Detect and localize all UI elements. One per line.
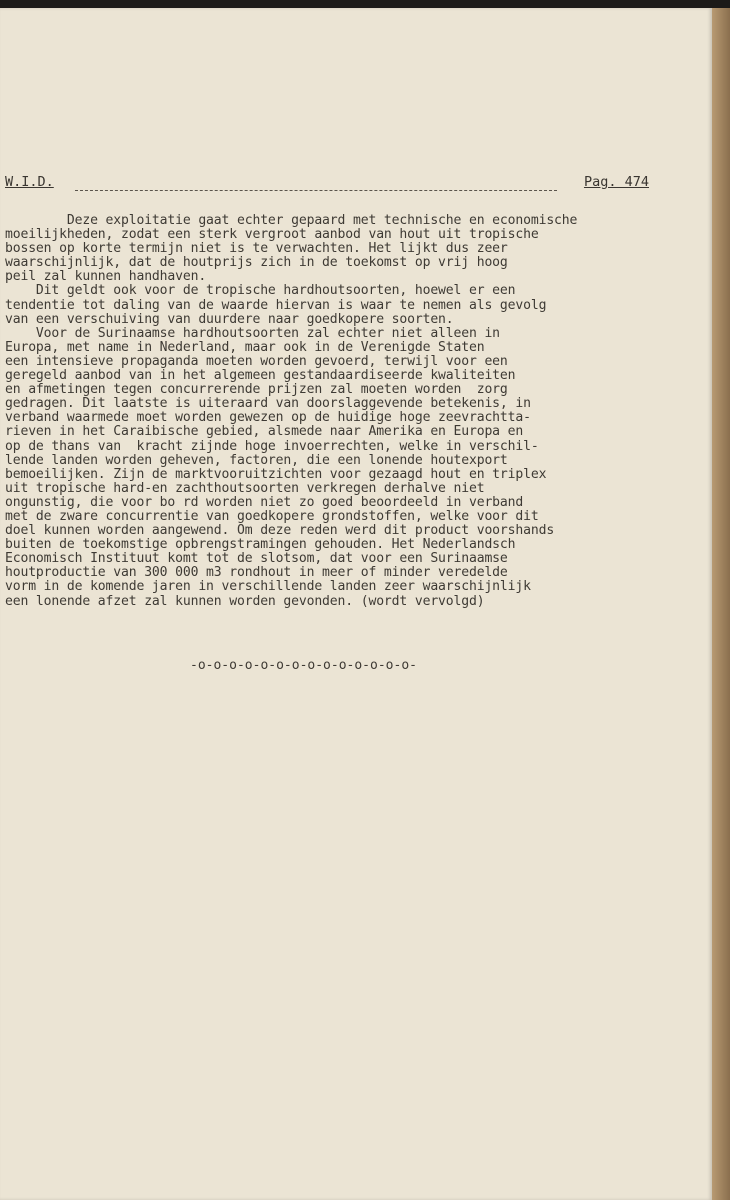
text-line: gedragen. Dit laatste is uiteraard van doorslaggevende betekenis, in: [5, 396, 531, 412]
text-line: met de zware concurrentie van goedkopere grondstoffen, welke voor dit: [5, 508, 539, 524]
text-line: rieven in het Caraibische gebied, alsmede naar Amerika en Europa en: [5, 424, 524, 440]
end-separator: -o-o-o-o-o-o-o-o-o-o-o-o-o-o-: [190, 658, 417, 673]
text-line: een intensieve propaganda moeten worden gevoerd, terwijl voor een: [5, 353, 508, 369]
text-line: verband waarmede moet worden gewezen op de huidige hoge zeevrachtta-: [5, 410, 531, 426]
text-line: en afmetingen tegen concurrerende prijzen zal moeten worden zorg: [5, 382, 508, 398]
text-line: ongunstig, die voor bo rd worden niet zo goed beoordeeld in verband: [5, 494, 524, 510]
text-line: moeilijkheden, zodat een sterk vergroot aanbod van hout uit tropische: [5, 227, 539, 243]
page-edge: [712, 8, 730, 1200]
text-line: Europa, met name in Nederland, maar ook in de Verenigde Staten: [5, 339, 485, 355]
text-line: peil zal kunnen handhaven.: [5, 269, 207, 285]
text-line: Deze exploitatie gaat echter gepaard met technische en economische: [5, 213, 578, 228]
page-header: [5, 168, 649, 194]
text-line: Dit geldt ook voor de tropische hardhoutsoorten, hoewel er een: [5, 283, 516, 299]
text-line: van een verschuiving van duurdere naar goedkopere soorten.: [5, 311, 454, 327]
text-line: lende landen worden geheven, factoren, die een lonende houtexport: [5, 452, 508, 468]
text-line: geregeld aanbod van in het algemeen gestandaardiseerde kwaliteiten: [5, 368, 516, 384]
text-line: vorm in de komende jaren in verschillende landen zeer waarschijnlijk: [5, 579, 531, 595]
text-line: houtproductie van 300 000 m3 rondhout in meer of minder veredelde: [5, 565, 508, 581]
text-line: waarschijnlijk, dat de houtprijs zich in de toekomst op vrij hoog: [5, 255, 508, 271]
text-line: Economisch Instituut komt tot de slotsom, dat voor een Surinaamse: [5, 551, 508, 567]
page-number: Pag. 474: [583, 174, 649, 190]
text-line: tendentie tot daling van de waarde hiervan is waar te nemen als gevolg: [5, 297, 547, 313]
text-line: een lonende afzet zal kunnen worden gevonden. (wordt vervolgd): [5, 593, 485, 609]
body-text: [5, 214, 700, 609]
header-left: W.I.D.: [5, 174, 54, 190]
text-line: buiten de toekomstige opbrengstramingen gehouden. Het Nederlandsch: [5, 537, 516, 553]
text-line: uit tropische hard-en zachthoutsoorten verkregen derhalve niet: [5, 480, 485, 496]
header-rule: [75, 190, 557, 191]
text-line: op de thans van kracht zijnde hoge invoerrechten, welke in verschil-: [5, 438, 539, 454]
text-line: bemoeilijken. Zijn de marktvooruitzichten voor gezaagd hout en triplex: [5, 466, 547, 482]
text-line: doel kunnen worden aangewend. Om deze reden werd dit product voorshands: [5, 523, 555, 539]
text-line: bossen op korte termijn niet is te verwachten. Het lijkt dus zeer: [5, 241, 508, 257]
text-line: Voor de Surinaamse hardhoutsoorten zal echter niet alleen in: [5, 325, 500, 341]
